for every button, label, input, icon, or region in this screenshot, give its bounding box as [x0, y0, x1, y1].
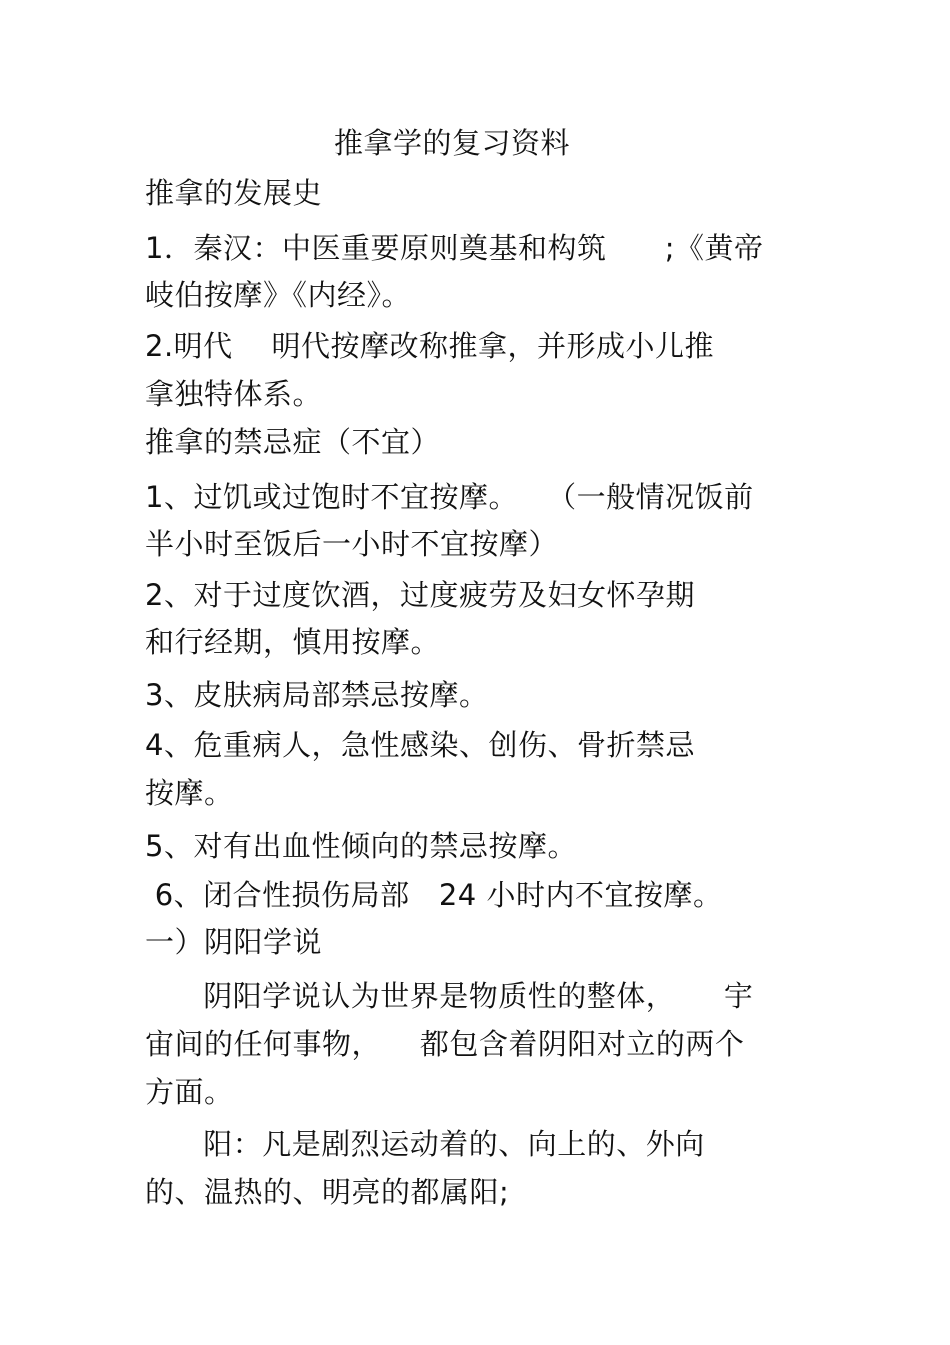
section-heading-yinyang: 一）阴阳学说 [145, 925, 323, 959]
document-title: 推拿学的复习资料 [334, 126, 571, 160]
text-line: 6、闭合性损伤局部 24 小时内不宜按摩。 [145, 878, 723, 912]
text-line: 阴阳学说认为世界是物质性的整体， 宇 [145, 979, 754, 1013]
text-line: 1．秦汉：中医重要原则奠基和构筑 ;《黄帝 [145, 231, 764, 265]
section-heading-history: 推拿的发展史 [145, 176, 323, 210]
text-line: 宙间的任何事物， 都包含着阴阳对立的两个 [145, 1027, 745, 1061]
text-line: 3、皮肤病局部禁忌按摩。 [145, 678, 489, 712]
text-line: 半小时至饭后一小时不宜按摩） [145, 527, 559, 561]
text-line: 阳：凡是剧烈运动着的、向上的、外向 [145, 1127, 705, 1161]
text-line: 2、对于过度饮酒，过度疲劳及妇女怀孕期 [145, 578, 695, 612]
text-line: 拿独特体系。 [145, 377, 323, 411]
text-line: 5、对有出血性倾向的禁忌按摩。 [145, 829, 577, 863]
text-line: 4、危重病人，急性感染、创伤、骨折禁忌 [145, 728, 695, 762]
text-line: 和行经期，慎用按摩。 [145, 625, 441, 659]
text-line: 岐伯按摩》《内经》。 [145, 278, 412, 312]
text-line: 2.明代 明代按摩改称推拿，并形成小儿推 [145, 329, 715, 363]
section-heading-contraindications: 推拿的禁忌症（不宜） [145, 425, 441, 459]
text-line: 的、温热的、明亮的都属阳; [145, 1175, 510, 1209]
text-line: 1、过饥或过饱时不宜按摩。 （一般情况饭前 [145, 480, 754, 514]
text-line: 按摩。 [145, 776, 234, 810]
text-line: 方面。 [145, 1075, 234, 1109]
